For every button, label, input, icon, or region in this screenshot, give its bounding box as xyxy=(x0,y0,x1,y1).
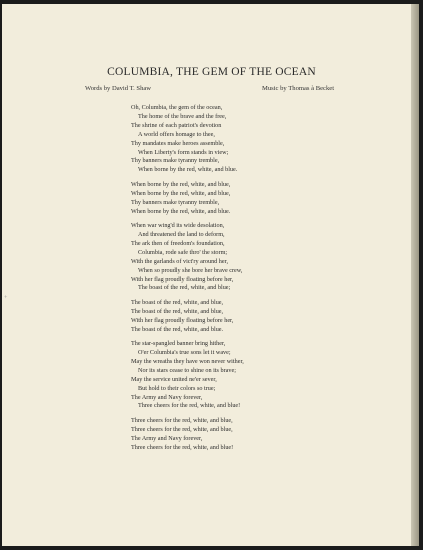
stanza xyxy=(131,299,244,335)
lyric-line: Nor its stars cease to shine on its brave; xyxy=(138,366,236,374)
lyric-line: Columbia, rode safe thro' the storm; xyxy=(138,248,228,256)
stanza xyxy=(131,222,244,293)
lyric-line: The star-spangled banner bring hither, xyxy=(131,340,226,348)
lyric-line: Thy banners make tyranny tremble, xyxy=(131,157,220,165)
song-lyrics xyxy=(131,104,244,458)
composer-credit: Music by Thomas à Becket xyxy=(262,85,335,92)
lyric-line: The boast of the red, white, and blue; xyxy=(138,284,231,292)
lyric-line: When war wing'd its wide desolation, xyxy=(131,222,225,230)
lyric-line: Three cheers for the red, white, and blue! xyxy=(138,402,241,410)
page-edge xyxy=(411,4,419,546)
lyric-line: Thy mandates make heroes assemble, xyxy=(131,139,225,147)
lyric-line: The Army and Navy forever, xyxy=(131,393,203,401)
lyric-line: And threatened the land to deform, xyxy=(138,230,225,238)
lyric-line: Oh, Columbia, the gem of the ocean, xyxy=(131,104,223,111)
song-title: COLUMBIA, THE GEM OF THE OCEAN xyxy=(107,66,316,78)
lyric-line: When borne by the red, white, and blue, xyxy=(131,189,231,197)
lyric-line: Three cheers for the red, white, and blue, xyxy=(131,425,233,433)
lyric-line: Thy banners make tyranny tremble, xyxy=(131,198,220,206)
lyric-line: The Army and Navy forever, xyxy=(131,434,203,442)
lyric-line: The boast of the red, white, and blue, xyxy=(131,298,224,306)
lyricist-credit: Words by David T. Shaw xyxy=(85,85,152,92)
lyric-line: With the garlands of vict'ry around her, xyxy=(131,257,229,265)
lyric-line: The boast of the red, white, and blue. xyxy=(131,325,224,333)
lyric-line: The shrine of each patriot's devotion xyxy=(131,121,222,129)
lyric-line: When borne by the red, white, and blue. xyxy=(138,166,238,174)
lyric-line: May the wreaths they have won never wither, xyxy=(131,357,244,365)
lyric-line: But hold to their colors so true; xyxy=(138,384,216,392)
stanza xyxy=(131,340,244,411)
lyric-line: Three cheers for the red, white, and blue, xyxy=(131,416,233,424)
lyric-line: The boast of the red, white, and blue, xyxy=(131,307,224,315)
lyric-line: Three cheers for the red, white, and blue! xyxy=(131,443,234,451)
stanza xyxy=(131,417,244,453)
lyric-line: O'er Columbia's true sons let it wave; xyxy=(138,349,231,357)
lyric-line: May the service united ne'er sever, xyxy=(131,375,217,383)
lyric-line: With her flag proudly floating before her, xyxy=(131,316,234,324)
lyric-line: When borne by the red, white, and blue, xyxy=(131,180,231,188)
lyric-line: When borne by the red, white, and blue. xyxy=(131,207,231,215)
lyric-line: The ark then of freedom's foundation, xyxy=(131,239,225,247)
lyric-line: When Liberty's form stands in view; xyxy=(138,148,229,156)
stanza xyxy=(131,181,244,217)
lyric-line: When so proudly she bore her brave crew, xyxy=(138,266,243,274)
stanza xyxy=(131,104,244,175)
margin-mark: + xyxy=(4,295,8,301)
lyric-line: The home of the brave and the free, xyxy=(138,112,227,120)
lyric-line: A world offers homage to thee, xyxy=(138,130,215,138)
lyric-line: With her flag proudly floating before her, xyxy=(131,275,234,283)
